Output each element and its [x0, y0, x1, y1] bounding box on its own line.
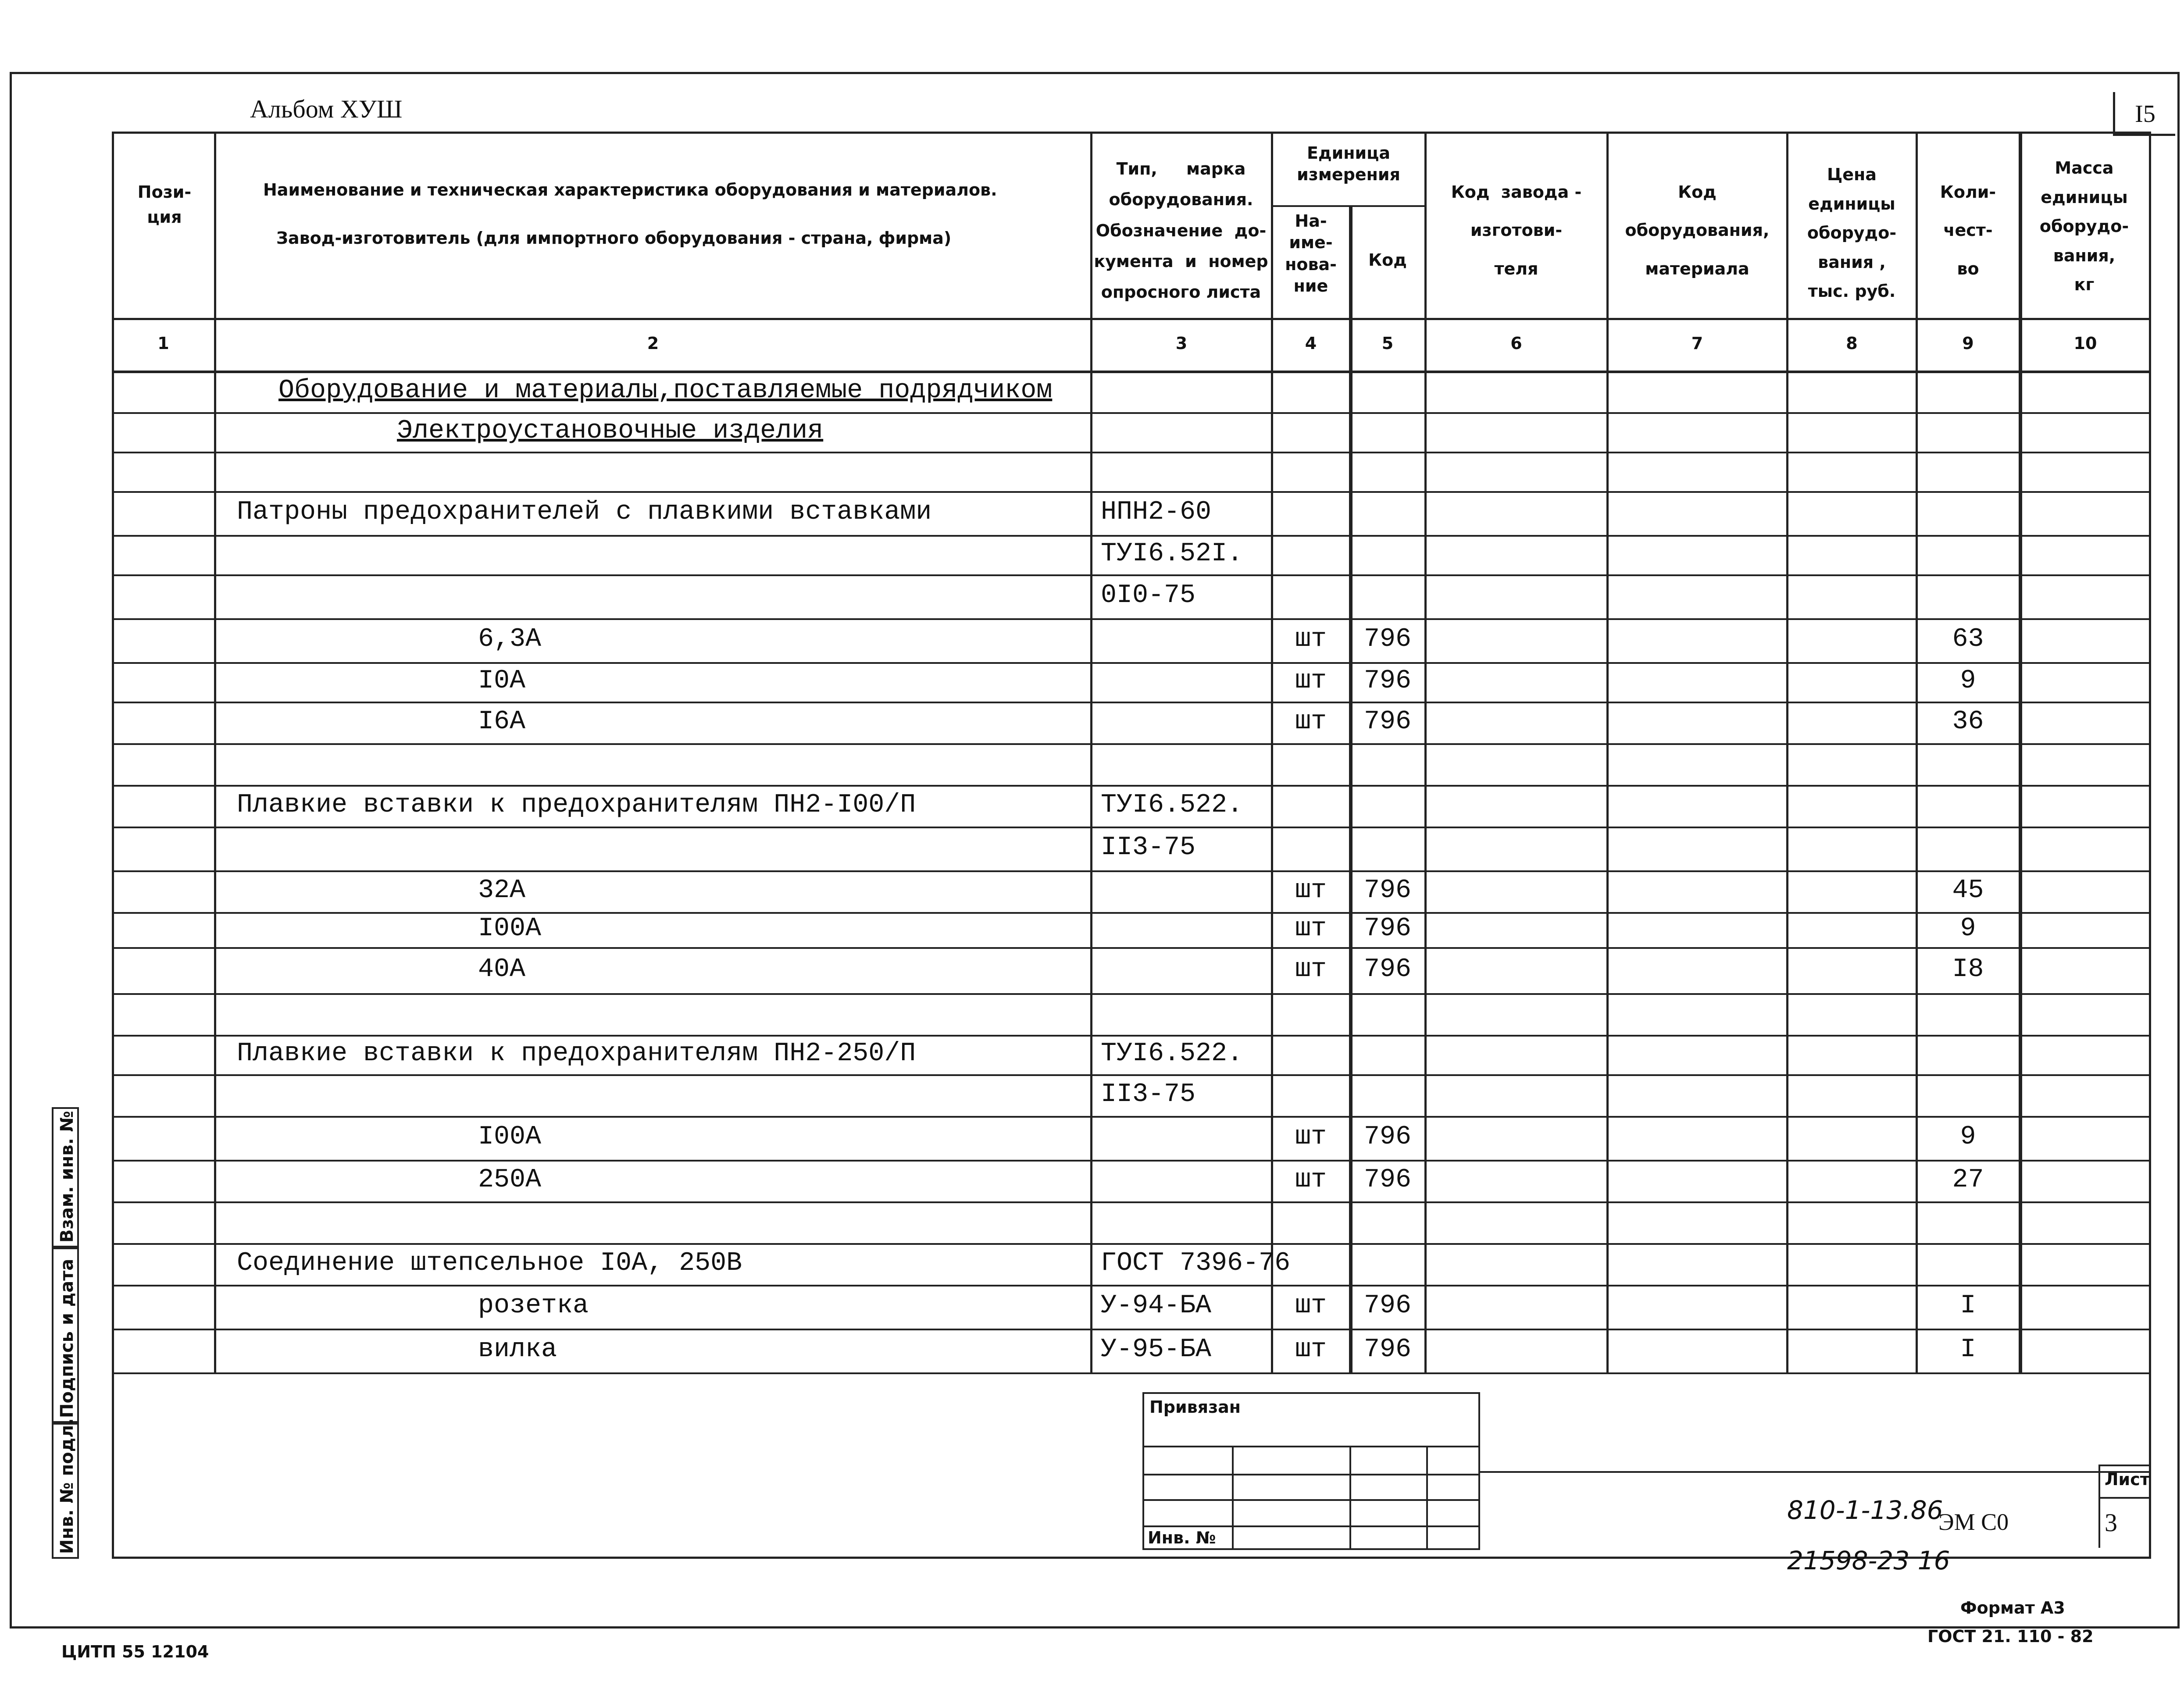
row-divider [112, 1372, 2151, 1374]
row-type: II3-75 [1101, 833, 1196, 862]
row-name: Соединение штепсельное I0А, 250В [237, 1248, 742, 1278]
column-number-divider [112, 371, 2151, 373]
row-name: Плавкие вставки к предохранителям ПН2-I00/П [237, 790, 916, 820]
unit-group-divider [1272, 205, 1425, 207]
column-number: 2 [647, 334, 659, 353]
row-divider [112, 702, 2151, 703]
row-unit: шт [1295, 914, 1327, 944]
side-box-podpis [52, 1247, 79, 1423]
row-unit-code: 796 [1363, 1165, 1412, 1195]
gost-label: ГОСТ 21. 110 - 82 [1927, 1627, 2094, 1646]
column-number: 10 [2073, 334, 2097, 353]
sheet-box [2098, 1465, 2151, 1548]
doc-code-handwritten: 810-1-13.86 [1787, 1495, 1943, 1525]
row-unit: шт [1295, 954, 1327, 984]
row-quantity: 63 [1952, 624, 1984, 654]
header-unit-group: Единица измерения [1297, 143, 1400, 185]
row-divider [112, 912, 2151, 914]
column-number: 4 [1305, 334, 1317, 353]
format-label: Формат А3 [1960, 1598, 2065, 1618]
row-divider [112, 1116, 2151, 1118]
row-quantity: 9 [1960, 666, 1976, 696]
row-name: 250А [478, 1165, 542, 1195]
row-quantity: 36 [1952, 706, 1984, 737]
row-quantity: 9 [1960, 1122, 1976, 1152]
column-number: 9 [1962, 334, 1974, 353]
side-box-inv [52, 1418, 79, 1559]
page-number: I5 [2135, 100, 2155, 128]
row-quantity: I [1960, 1335, 1976, 1365]
header-equipment-code: Код оборудования, материала [1625, 182, 1770, 278]
row-divider [112, 827, 2151, 828]
row-type: ТУI6.52I. [1101, 539, 1243, 569]
row-unit: шт [1295, 1291, 1327, 1321]
row-divider [112, 535, 2151, 537]
row-unit: шт [1295, 624, 1327, 654]
row-name: Патроны предохранителей с плавкими вставками [237, 497, 932, 527]
header-plant-code: Код завода - изготови- теля [1451, 182, 1582, 278]
header-divider [112, 318, 2151, 320]
row-unit-code: 796 [1363, 706, 1412, 737]
header-type: Тип, марка оборудования. Обозначение до- кумента и номер опросного листа [1094, 159, 1268, 302]
column-number: 3 [1175, 334, 1188, 353]
row-unit: шт [1295, 706, 1327, 737]
header-unit-code: Код [1368, 250, 1407, 270]
binding-label: Привязан [1149, 1397, 1241, 1417]
header-name-line2: Завод-изготовитель (для импортного оборудования - страна, фирма) [276, 228, 952, 248]
row-quantity: 9 [1960, 914, 1976, 944]
row-divider [112, 1201, 2151, 1203]
page-number-box [2113, 92, 2175, 136]
row-divider [112, 574, 2151, 576]
row-unit-code: 796 [1363, 1335, 1412, 1365]
row-name: I00А [478, 914, 542, 944]
row-divider [112, 1285, 2151, 1286]
row-divider [112, 1074, 2151, 1076]
row-name: Электроустановочные изделия [397, 416, 824, 446]
row-unit-code: 796 [1363, 954, 1412, 984]
row-quantity: I [1960, 1291, 1976, 1321]
row-type: ГОСТ 7396-76 [1101, 1248, 1291, 1278]
row-divider [112, 412, 2151, 414]
column-number: 8 [1846, 334, 1858, 353]
inv-no-label: Инв. № [1148, 1528, 1216, 1547]
row-divider [112, 785, 2151, 787]
row-quantity: 27 [1952, 1165, 1984, 1195]
header-unit-name: На- име- нова- ние [1285, 211, 1337, 296]
row-name: 40А [478, 954, 526, 984]
column-number: 7 [1691, 334, 1703, 353]
row-unit: шт [1295, 666, 1327, 696]
row-divider [112, 1329, 2151, 1330]
side-label-podpis: Подпись и дата [57, 1258, 77, 1418]
album-title: Альбом ХУШ [250, 95, 403, 123]
row-unit-code: 796 [1363, 1291, 1412, 1321]
row-quantity: I8 [1952, 954, 1984, 984]
row-name: I6А [478, 706, 526, 737]
row-name: I00А [478, 1122, 542, 1152]
row-unit-code: 796 [1363, 1122, 1412, 1152]
row-quantity: 45 [1952, 875, 1984, 905]
row-unit: шт [1295, 875, 1327, 905]
column-number: 5 [1381, 334, 1394, 353]
row-type: У-95-БА [1101, 1335, 1212, 1365]
row-unit-code: 796 [1363, 624, 1412, 654]
row-type: У-94-БА [1101, 1291, 1212, 1321]
row-name: Плавкие вставки к предохранителям ПН2-250/П [237, 1039, 916, 1069]
sheet-label: Лист [2105, 1470, 2150, 1489]
row-name: 6,3А [478, 624, 542, 654]
binding-block [1142, 1392, 1480, 1550]
row-unit: шт [1295, 1335, 1327, 1365]
row-divider [112, 743, 2151, 745]
row-divider [112, 993, 2151, 995]
row-divider [112, 947, 2151, 949]
row-divider [112, 1243, 2151, 1245]
row-type: ТУI6.522. [1101, 1039, 1243, 1069]
row-divider [112, 452, 2151, 453]
row-unit: шт [1295, 1122, 1327, 1152]
row-type: НПН2-60 [1101, 497, 1212, 527]
row-name: I0А [478, 666, 526, 696]
row-name: вилка [478, 1335, 557, 1365]
header-position: Пози- ция [137, 182, 192, 227]
column-number: 1 [157, 334, 169, 353]
row-divider [112, 618, 2151, 620]
row-name: 32А [478, 875, 526, 905]
row-unit-code: 796 [1363, 875, 1412, 905]
header-quantity: Коли- чест- во [1940, 182, 1996, 278]
row-type: ТУI6.522. [1101, 790, 1243, 820]
column-number: 6 [1510, 334, 1522, 353]
header-mass: Масса единицы оборудо- вания, кг [2039, 158, 2129, 294]
doc-code-printed: ЭМ С0 [1938, 1509, 2009, 1535]
sheet-number: 3 [2105, 1508, 2117, 1537]
row-divider [112, 1035, 2151, 1037]
row-name: розетка [478, 1291, 589, 1321]
row-name: Оборудование и материалы,поставляемые подрядчиком [278, 375, 1053, 406]
row-unit: шт [1295, 1165, 1327, 1195]
row-divider [112, 491, 2151, 493]
side-box-vzam [52, 1107, 79, 1247]
row-divider [112, 1160, 2151, 1162]
row-type: II3-75 [1101, 1079, 1196, 1109]
row-unit-code: 796 [1363, 666, 1412, 696]
row-divider [112, 870, 2151, 872]
side-label-inv: Инв. № подл. [57, 1418, 77, 1554]
row-divider [112, 662, 2151, 664]
side-label-vzam: Взам. инв. № [57, 1111, 77, 1243]
row-unit-code: 796 [1363, 914, 1412, 944]
row-type: 0I0-75 [1101, 581, 1196, 610]
header-name-line1: Наименование и техническая характеристика оборудования и материалов. [263, 180, 997, 200]
column-divider [1349, 206, 1353, 1372]
header-price: Цена единицы оборудо- вания , тыс. руб. [1807, 165, 1897, 301]
citp-label: ЦИТП 55 12104 [61, 1642, 209, 1661]
doc-subcode-handwritten: 21598-23 16 [1787, 1546, 1950, 1575]
